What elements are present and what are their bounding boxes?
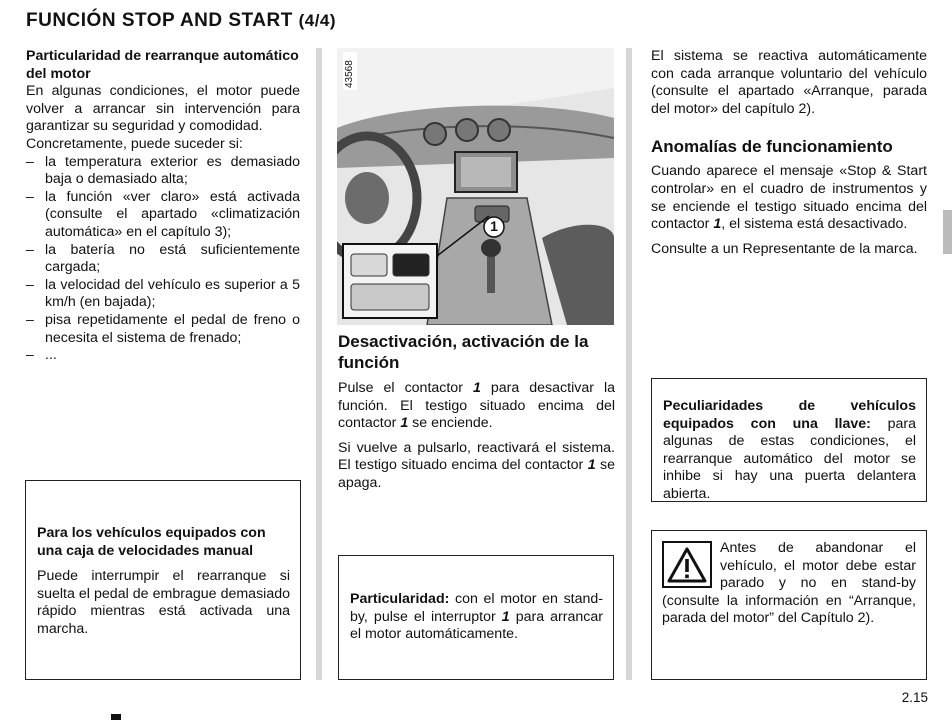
list-item: – la función «ver claro» está activada (consulte el apartado «climatización automática» en el capítulo 3); — [26, 189, 300, 242]
title-suffix: (4/4) — [298, 11, 337, 30]
left-lead: Concretamente, puede suceder si: — [26, 135, 243, 152]
reactivation-text: El sistema se reactiva automáticamente con cada arranque voluntario del vehículo (consulte el apartado «Arranque, parada del motor» del capítulo 2). — [651, 48, 927, 117]
image-ref-tag — [343, 52, 357, 90]
page-number: 2.15 — [901, 690, 928, 705]
image-ref: 43568 — [344, 60, 355, 88]
footer-mark — [111, 714, 121, 720]
list-item: – ... — [26, 347, 300, 365]
key-vehicles-box — [651, 378, 927, 502]
callout-1: 1 — [490, 218, 498, 234]
column-separator-1 — [316, 48, 322, 680]
list-item: – la temperatura exterior es demasiado baja o demasiado alta; — [26, 154, 300, 189]
dealer-text: Consulte a un Representante de la marca. — [651, 240, 918, 257]
left-intro: En algunas condiciones, el motor puede volver a arrancar sin intervención para garantizar su seguridad y comodidad. — [26, 83, 300, 135]
deactivation-text-2: Si vuelve a pulsarlo, reactivará el sistema. El testigo situado encima del contactor 1 se apaga. — [338, 439, 615, 491]
particularity-text: Particularidad: con el motor en stand-by, pulse el interruptor 1 para arrancar el motor automáticamente. — [350, 591, 603, 643]
right-column — [651, 48, 927, 258]
deactivation-text-1: Pulse el contactor 1 para desactivar la función. El testigo situado encima del contactor 1 se enciende. — [338, 380, 615, 432]
page-title — [26, 10, 336, 32]
chapter-tab — [943, 210, 952, 254]
malfunction-heading: Anomalías de funcionamiento — [651, 137, 893, 157]
warning-icon — [662, 541, 712, 588]
column-separator-2 — [626, 48, 632, 680]
malfunction-text: Cuando aparece el mensaje «Stop & Start controlar» en el cuadro de instrumentos y se enciende el testigo situado encima del contactor 1, el sistema está desactivado. — [651, 163, 927, 233]
particularity-box — [338, 555, 614, 680]
conditions-list — [26, 154, 300, 365]
key-vehicles-text: Peculiaridades de vehículos equipados con una llave: para algunas de estas condiciones, el rearranque automático del motor se inhibe si hay una puerta delantera abierta. — [663, 398, 917, 502]
warning-box — [651, 530, 927, 680]
deactivation-heading: Desactivación, activación de la función — [338, 332, 589, 372]
list-item: – la batería no está suficientemente cargada; — [26, 242, 300, 277]
left-column — [26, 48, 300, 365]
list-item: – pisa repetidamente el pedal de freno o necesita el sistema de frenado; — [26, 312, 300, 347]
list-item: – la velocidad del vehículo es superior a 5 km/h (en bajada); — [26, 277, 300, 312]
manual-gearbox-title: Para los vehículos equipados con una caja de velocidades manual — [37, 525, 266, 559]
left-heading: Particularidad de rearranque automático del motor — [26, 48, 299, 82]
dashboard-illustration — [337, 48, 614, 325]
middle-column — [338, 331, 615, 493]
car-interior-drawing — [337, 48, 614, 325]
manual-gearbox-box — [25, 480, 301, 680]
title-text: FUNCIÓN STOP AND START — [26, 10, 293, 31]
warning-text: Antes de abandonar el vehículo, el motor debe estar parado y no en stand-by (consulte la información en “Arranque, parada del motor” del Capítulo 2). — [662, 540, 916, 627]
manual-gearbox-text: Puede interrumpir el rearranque si suelta el pedal de embrague demasiado rápido mientras está activada una marcha. — [37, 568, 290, 637]
